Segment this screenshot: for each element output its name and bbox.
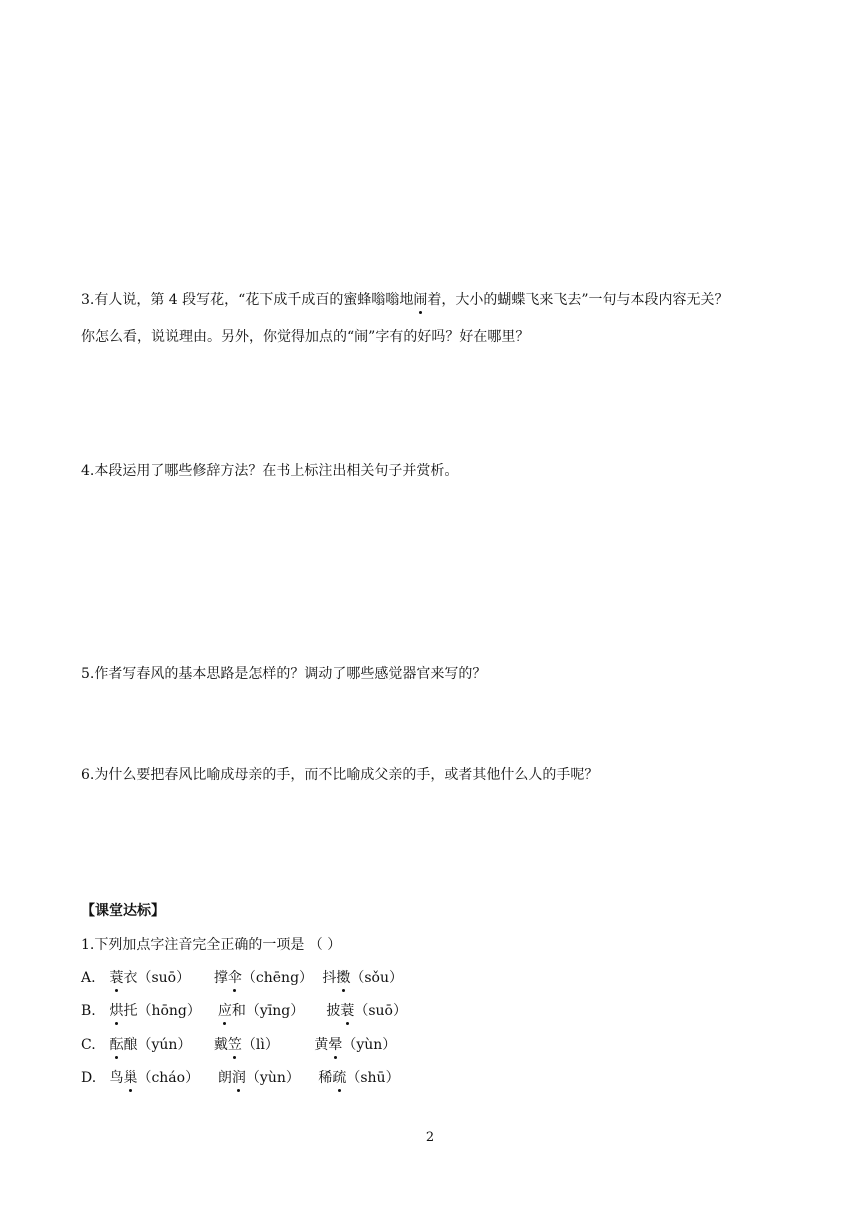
emphasis-dot-char: 蓑 (109, 970, 124, 986)
option-item-char: 和 (231, 1003, 246, 1019)
option-item (214, 1035, 310, 1055)
option-item-char: 稀 (318, 1070, 333, 1086)
option-item (109, 1001, 213, 1021)
option-item (314, 1035, 396, 1055)
question-6: 6.为什么要把春风比喻成母亲的手，而不比喻成父亲的手，或者其他什么人的手呢？ (81, 767, 599, 783)
emphasis-dot-char: 酝 (109, 1037, 124, 1053)
option-item-pinyin: （yùn） (245, 1070, 300, 1086)
option-d (81, 1068, 400, 1088)
option-item-char: 酿 (123, 1037, 138, 1053)
option-item-char: 披 (326, 1003, 341, 1019)
option-item-pinyin: （lì） (241, 1037, 279, 1053)
option-item-char: 戴 (213, 1037, 228, 1053)
option-a (81, 968, 403, 988)
option-item-pinyin: （suō） (354, 1003, 407, 1019)
emphasis-dot-char: 笠 (227, 1037, 242, 1053)
page-number: 2 (425, 1130, 435, 1145)
option-item-pinyin: （yùn） (342, 1037, 397, 1053)
option-item-char: 朗 (217, 1070, 232, 1086)
option-item (318, 1068, 399, 1088)
option-item-char: 鸟 (109, 1070, 124, 1086)
option-item (109, 1035, 209, 1055)
option-item-pinyin: （shū） (346, 1070, 400, 1086)
emphasis-dot-char: 蓑 (340, 1003, 355, 1019)
option-item-char: 黄 (314, 1037, 329, 1053)
emphasis-dot-char: 擞 (336, 970, 351, 986)
option-item-pinyin: （cháo） (137, 1070, 200, 1086)
question-4: 4.本段运用了哪些修辞方法？在书上标注出相关句子并赏析。 (81, 463, 459, 479)
option-label: C. (81, 1037, 96, 1053)
option-item (218, 1068, 314, 1088)
emphasis-dot-char: 闹 (413, 292, 428, 308)
question-3-text-a: 3.有人说，第 4 段写花，“花下成千成百的蜜蜂嗡嗡地 (81, 292, 414, 308)
section-title: 【课堂达标】 (81, 903, 165, 919)
question-3-text-b: 着，大小的蝴蝶飞来飞去”一句与本段内容无关？ (427, 292, 729, 308)
option-item-pinyin: （suō） (137, 970, 191, 986)
option-item-pinyin: （chēng） (241, 970, 314, 986)
option-item-pinyin: （yīng） (245, 1003, 305, 1019)
option-b (81, 1001, 407, 1021)
option-label: D. (81, 1070, 97, 1086)
option-item (322, 968, 403, 988)
option-label: B. (81, 1003, 96, 1019)
emphasis-dot-char: 疏 (332, 1070, 347, 1086)
option-item-pinyin: （hōng） (137, 1003, 201, 1019)
option-item-char: 撑 (213, 970, 228, 986)
option-item (109, 968, 209, 988)
option-item-pinyin: （yún） (137, 1037, 192, 1053)
option-item (214, 968, 318, 988)
option-item (326, 1001, 407, 1021)
option-c (81, 1035, 396, 1055)
question-1-stem: 1.下列加点字注音完全正确的一项是 （ ） (81, 937, 342, 953)
emphasis-dot-char: 烘 (109, 1003, 124, 1019)
option-item-char: 衣 (123, 970, 138, 986)
question-3-line-2: 你怎么看，说说理由。另外，你觉得加点的“闹”字有的好吗？好在哪里？ (81, 329, 530, 345)
option-item-char: 托 (123, 1003, 138, 1019)
option-item-char: 抖 (322, 970, 337, 986)
emphasis-dot-char: 晕 (328, 1037, 343, 1053)
emphasis-dot-char: 润 (231, 1070, 246, 1086)
emphasis-dot-char: 伞 (227, 970, 242, 986)
option-label: A. (81, 970, 96, 986)
option-item-pinyin: （sǒu） (350, 970, 403, 986)
question-3-line-1 (81, 290, 728, 310)
emphasis-dot-char: 应 (217, 1003, 232, 1019)
option-item (109, 1068, 213, 1088)
emphasis-dot-char: 巢 (123, 1070, 138, 1086)
question-5: 5.作者写春风的基本思路是怎样的？调动了哪些感觉器官来写的？ (81, 666, 487, 682)
option-item (218, 1001, 322, 1021)
